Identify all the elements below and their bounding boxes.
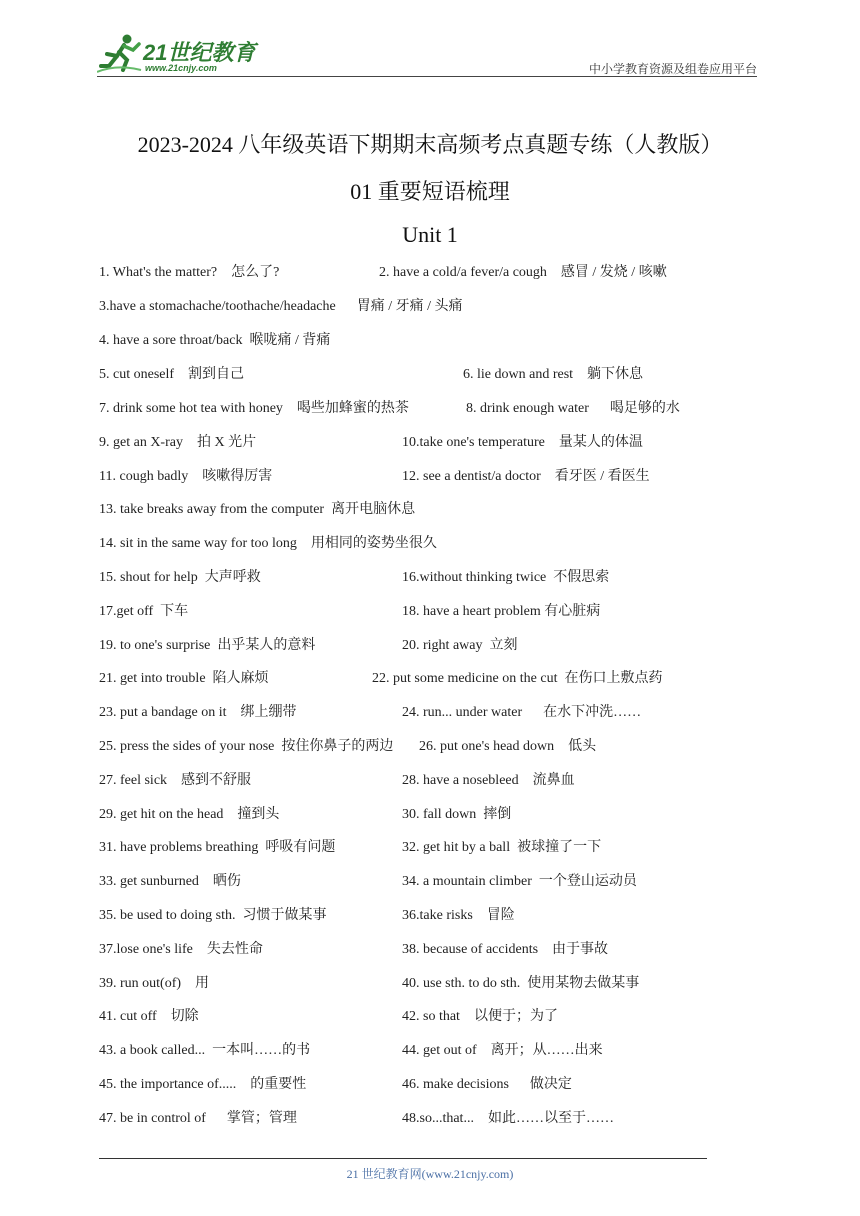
phrase-row xyxy=(99,1109,614,1129)
phrase-left: 23. put a bandage on it 绑上绷带 xyxy=(99,705,297,720)
phrase-row xyxy=(99,1041,603,1061)
phrase-left: 13. take breaks away from the computer 离开电脑休息 xyxy=(99,502,416,517)
phrase-left: 3.have a stomachache/toothache/headache 胃痛 / 牙痛 / 头痛 xyxy=(99,299,463,314)
phrase-left: 4. have a sore throat/back 喉咙痛 / 背痛 xyxy=(99,333,331,348)
phrase-right: 32. get hit by a ball 被球撞了一下 xyxy=(402,840,602,855)
phrase-left: 19. to one's surprise 出乎某人的意料 xyxy=(99,638,316,653)
phrase-left: 7. drink some hot tea with honey 喝些加蜂蜜的热茶 xyxy=(99,401,409,416)
phrase-row xyxy=(99,805,512,825)
phrase-row xyxy=(99,872,637,892)
phrase-left: 39. run out(of) 用 xyxy=(99,976,210,991)
phrase-row xyxy=(99,433,643,453)
phrase-left: 47. be in control of 掌管；管理 xyxy=(99,1111,297,1126)
phrase-right: 16.without thinking twice 不假思索 xyxy=(402,570,610,585)
logo-url: www.21cnjy.com xyxy=(145,63,217,73)
phrase-row xyxy=(99,500,415,520)
phrase-right: 48.so...that... 如此……以至于…… xyxy=(402,1111,614,1126)
phrase-row xyxy=(99,534,437,554)
phrase-left: 17.get off 下车 xyxy=(99,604,189,619)
phrase-left: 37.lose one's life 失去性命 xyxy=(99,942,263,957)
phrase-left: 1. What's the matter? 怎么了? xyxy=(99,265,280,280)
section-title: 01 重要短语梳理 xyxy=(350,179,510,204)
phrase-left: 33. get sunburned 晒伤 xyxy=(99,874,241,889)
phrase-right: 20. right away 立刻 xyxy=(402,638,518,653)
phrase-row xyxy=(99,1075,572,1095)
logo-text: 21世纪教育 xyxy=(143,40,256,65)
phrase-row xyxy=(99,771,575,791)
phrase-right: 8. drink enough water 喝足够的水 xyxy=(466,401,680,416)
phrase-right: 34. a mountain climber 一个登山运动员 xyxy=(402,874,637,889)
phrase-right: 2. have a cold/a fever/a cough 感冒 / 发烧 / 咳嗽 xyxy=(379,265,667,280)
phrase-row xyxy=(99,838,602,858)
phrase-left: 9. get an X-ray 拍 X 光片 xyxy=(99,435,257,450)
phrase-row xyxy=(99,568,610,588)
page-header xyxy=(97,32,757,78)
phrase-left: 29. get hit on the head 撞到头 xyxy=(99,807,280,822)
phrase-left: 45. the importance of..... 的重要性 xyxy=(99,1077,307,1092)
runner-logo-icon xyxy=(97,32,143,76)
phrase-row xyxy=(99,297,463,317)
phrase-left: 14. sit in the same way for too long 用相同的姿势坐很久 xyxy=(99,536,437,551)
phrase-right: 44. get out of 离开；从……出来 xyxy=(402,1043,603,1058)
phrase-left: 27. feel sick 感到不舒服 xyxy=(99,773,252,788)
phrase-right: 40. use sth. to do sth. 使用某物去做某事 xyxy=(402,976,640,991)
phrase-right: 42. so that 以便于；为了 xyxy=(402,1009,558,1024)
phrase-left: 5. cut oneself 割到自己 xyxy=(99,367,245,382)
phrase-row xyxy=(99,399,680,419)
phrase-right: 38. because of accidents 由于事故 xyxy=(402,942,609,957)
phrase-row xyxy=(99,1007,558,1027)
phrase-left: 25. press the sides of your nose 按住你鼻子的两边 xyxy=(99,739,394,754)
phrase-right: 46. make decisions 做决定 xyxy=(402,1077,572,1092)
phrase-right: 6. lie down and rest 躺下休息 xyxy=(463,367,644,382)
phrase-right: 12. see a dentist/a doctor 看牙医 / 看医生 xyxy=(402,469,650,484)
phrase-left: 43. a book called... 一本叫……的书 xyxy=(99,1043,311,1058)
header-divider xyxy=(97,76,757,77)
phrase-right: 26. put one's head down 低头 xyxy=(419,739,597,754)
phrase-row xyxy=(99,940,609,960)
phrase-row xyxy=(99,467,650,487)
phrase-row xyxy=(99,263,667,283)
phrase-right: 30. fall down 摔倒 xyxy=(402,807,512,822)
phrase-left: 15. shout for help 大声呼救 xyxy=(99,570,261,585)
phrase-right: 10.take one's temperature 量某人的体温 xyxy=(402,435,643,450)
phrase-left: 21. get into trouble 陷人麻烦 xyxy=(99,671,269,686)
phrase-row xyxy=(99,602,601,622)
phrase-row xyxy=(99,906,515,926)
phrase-left: 11. cough badly 咳嗽得厉害 xyxy=(99,469,273,484)
phrase-right: 22. put some medicine on the cut 在伤口上敷点药 xyxy=(372,671,663,686)
phrase-row xyxy=(99,737,597,757)
phrase-row xyxy=(99,669,663,689)
phrase-row xyxy=(99,974,640,994)
site-logo[interactable] xyxy=(97,32,267,76)
phrase-row xyxy=(99,703,642,723)
phrase-left: 41. cut off 切除 xyxy=(99,1009,199,1024)
phrase-right: 24. run... under water 在水下冲洗…… xyxy=(402,705,642,720)
phrase-right: 18. have a heart problem 有心脏病 xyxy=(402,604,601,619)
unit-title: Unit 1 xyxy=(402,222,458,247)
phrase-left: 35. be used to doing sth. 习惯于做某事 xyxy=(99,908,327,923)
phrase-right: 28. have a nosebleed 流鼻血 xyxy=(402,773,575,788)
phrase-row xyxy=(99,365,644,385)
phrase-left: 31. have problems breathing 呼吸有问题 xyxy=(99,840,336,855)
footer-divider xyxy=(99,1158,707,1159)
phrase-row xyxy=(99,331,330,351)
footer-link[interactable]: 21 世纪教育网(www.21cnjy.com) xyxy=(346,1167,514,1181)
phrase-right: 36.take risks 冒险 xyxy=(402,908,515,923)
platform-name: 中小学教育资源及组卷应用平台 xyxy=(588,62,757,76)
phrase-row xyxy=(99,636,518,656)
document-title: 2023-2024 八年级英语下期期末高频考点真题专练（人教版） xyxy=(137,132,723,157)
